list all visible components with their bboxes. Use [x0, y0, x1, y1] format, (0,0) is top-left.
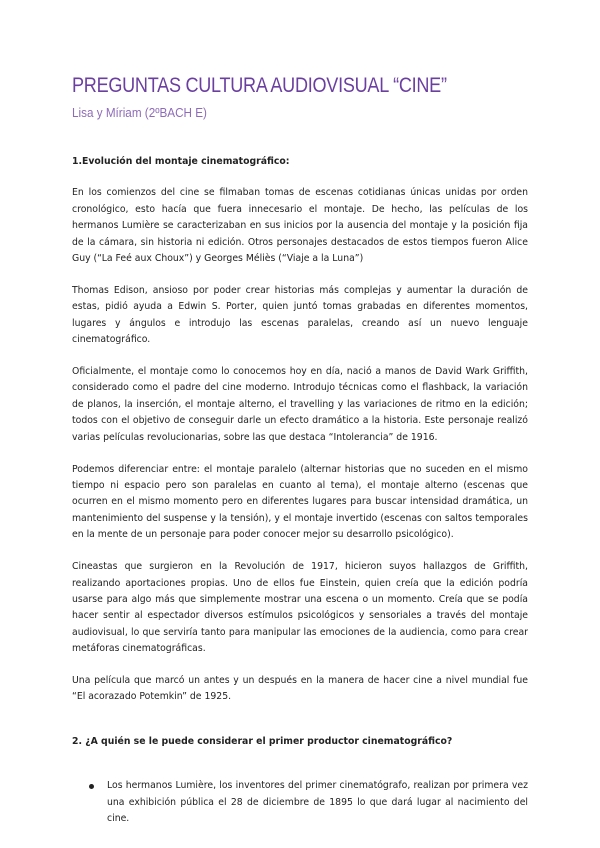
- section-2-bullet-list: [72, 778, 528, 827]
- section-1-paragraph: Oficialmente, el montaje como lo conocemos hoy en día, nació a manos de David Wark Griffith, considerado como el padre del cine moderno. Introdujo técnicas como el flashback, la variación de planos, la inserción, el montaje alterno, el travelling y las variaciones de ritmo en la edición; todos con el objetivo de conseguir darle un efecto dramático a la historia. Este personaje realizó varias películas revolucionarias, sobre las que destaca “Intolerancia” de 1916.: [72, 366, 528, 443]
- section-1-heading: 1.Evolución del montaje cinematográfico:: [72, 156, 290, 167]
- bullet-icon: [89, 784, 94, 789]
- list-item-text: Los hermanos Lumière, los inventores del primer cinematógrafo, realizan por primera vez una exhibición pública el 28 de diciembre de 1895 lo que dará lugar al nacimiento del cine.: [107, 780, 528, 825]
- section-1-paragraph: Cineastas que surgieron en la Revolución de 1917, hicieron suyos hallazgos de Griffith, realizando aportaciones propias. Uno de ellos fue Einstein, quien creía que la edición podría usarse para algo más que simplemente mostrar una escena o un momento. Creía que se podía hacer sentir al espectador diversos estímulos psicológicos y sensoriales a través del montaje audiovisual, lo que serviría tanto para manipular las emociones de la audiencia, como para crear metáforas cinematográficas.: [72, 561, 528, 655]
- document-body: [72, 154, 528, 828]
- document-subtitle: Lisa y Míriam (2ºBACH E): [72, 105, 207, 120]
- section-2-heading: 2. ¿A quién se le puede considerar el primer productor cinematográfico?: [72, 735, 453, 747]
- list-item: [72, 778, 528, 827]
- section-1-paragraph: En los comienzos del cine se filmaban tomas de escenas cotidianas únicas unidas por orden cronológico, esto hacía que fuera innecesario el montaje. De hecho, las películas de los hermanos Lumière se caracterizaban en sus inicios por la ausencia del montaje y la posición fija de la cámara, sin historia ni edición. Otros personajes destacados de estos tiempos fueron Alice Guy (“La Feé aux Choux”) y Georges Méliès (“Viaje a la Luna”): [72, 187, 528, 265]
- section-1-paragraph: Thomas Edison, ansioso por poder crear historias más complejas y aumentar la duración de estas, pidió ayuda a Edwin S. Porter, quien juntó tomas grabadas en diferentes momentos, lugares y ángulos e introdujo las escenas paralelas, creando así un nuevo lenguaje cinematográfico.: [72, 284, 528, 346]
- section-1-paragraph: Podemos diferenciar entre: el montaje paralelo (alternar historias que no suceden en el mismo tiempo ni espacio pero son paralelas en cuanto al tema), el montaje alterno (escenas que ocurren en el mismo momento pero en diferentes lugares para buscar intensidad dramática, un mantenimiento del suspense y la tensión), y el montaje invertido (escenas con saltos temporales en la mente de un personaje para poder conocer mejor su desarrollo psicológico).: [72, 463, 528, 541]
- document-title: PREGUNTAS CULTURA AUDIOVISUAL “CINE”: [72, 74, 447, 97]
- section-1-paragraph: Una película que marcó un antes y un después en la manera de hacer cine a nivel mundial fue “El acorazado Potemkin” de 1925.: [72, 675, 528, 703]
